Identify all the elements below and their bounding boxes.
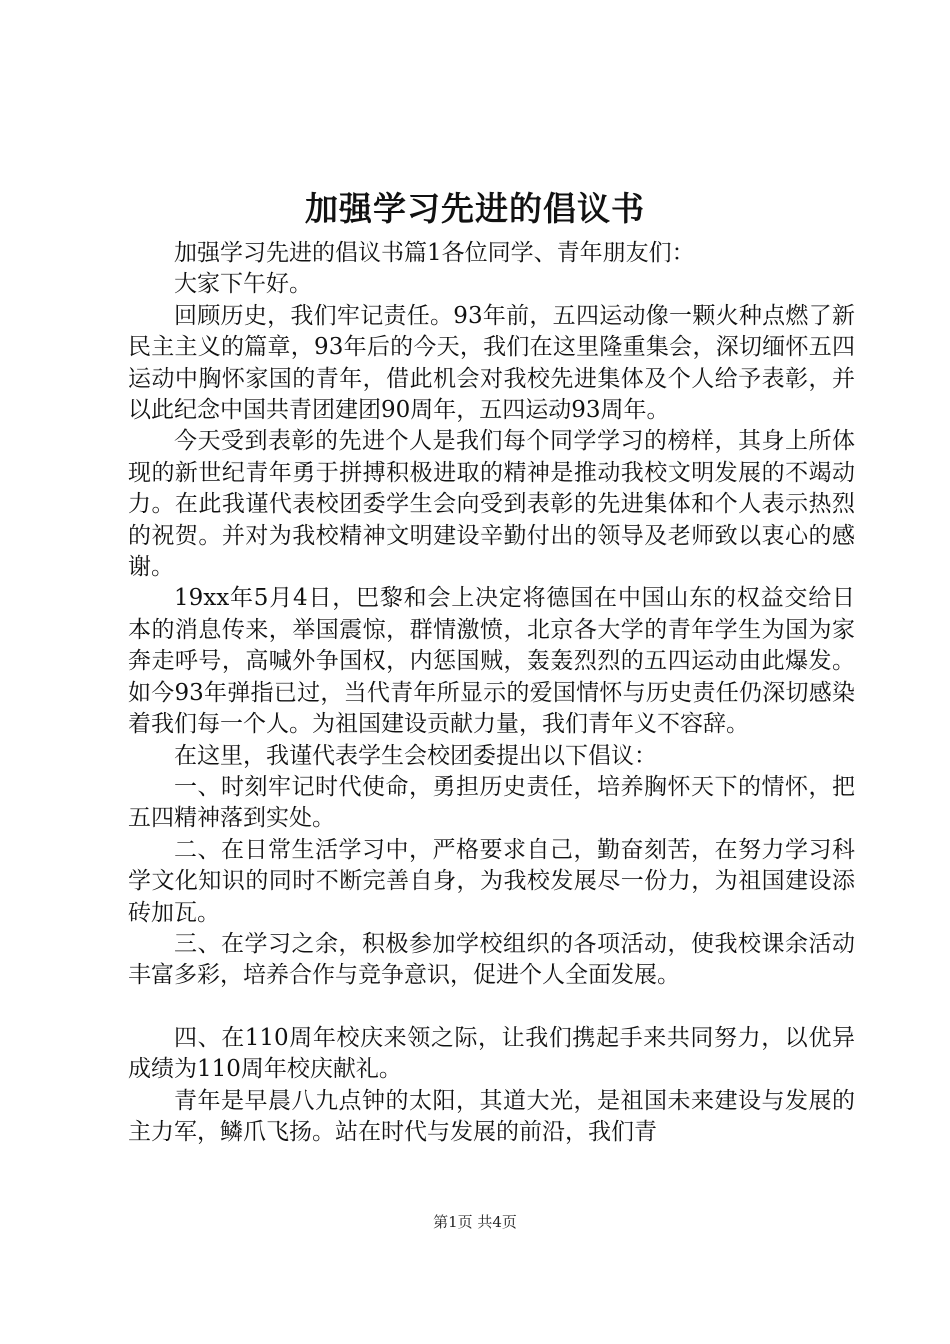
paragraph: 三、在学习之余，积极参加学校组织的各项活动，使我校课余活动丰富多彩，培养合作与竞争意识，促进个人全面发展。 xyxy=(128,930,855,989)
paragraph: 大家下午好。 xyxy=(174,271,312,298)
paragraph: 加强学习先进的倡议书篇1各位同学、青年朋友们： xyxy=(174,240,695,266)
paragraph: 回顾历史，我们牢记责任。93年前，五四运动像一颗火种点燃了新民主主义的篇章，93年后的今天，我们在这里隆重集会，深切缅怀五四运动中胸怀家国的青年，借此机会对我校先进集体及个人给予表彰，并以此纪念中国共青团建团90周年，五四运动93周年。 xyxy=(128,302,855,424)
paragraph: 四、在110周年校庆来领之际，让我们携起手来共同努力，以优异成绩为110周年校庆献礼。 xyxy=(128,1024,855,1083)
paragraph: 二、在日常生活学习中，严格要求自己，勤奋刻苦，在努力学习科学文化知识的同时不断完善自身，为我校发展尽一份力，为祖国建设添砖加瓦。 xyxy=(128,836,855,926)
document-title: 加强学习先进的倡议书 xyxy=(305,189,645,228)
page-number-footer: 第1页 共4页 xyxy=(433,1213,517,1231)
paragraph: 19xx年5月4日，巴黎和会上决定将德国在中国山东的权益交给日本的消息传来，举国震惊，群情激愤，北京各大学的青年学生为国为家奔走呼号，高喊外争国权，内惩国贼，轰轰烈烈的五四运动由此爆发。如今93年弹指已过，当代青年所显示的爱国情怀与历史责任仍深切感染着我们每一个人。为祖国建设贡献力量，我们青年义不容辞。 xyxy=(128,585,855,738)
paragraph: 青年是早晨八九点钟的太阳，其道大光，是祖国未来建设与发展的主力军，鳞爪飞扬。站在时代与发展的前沿，我们青 xyxy=(128,1087,855,1145)
document-body xyxy=(128,238,855,1148)
paragraph: 一、时刻牢记时代使命，勇担历史责任，培养胸怀天下的情怀，把五四精神落到实处。 xyxy=(128,773,855,832)
paragraph: 在这里，我谨代表学生会校团委提出以下倡议： xyxy=(174,742,657,769)
paragraph: 今天受到表彰的先进个人是我们每个同学学习的榜样，其身上所体现的新世纪青年勇于拼搏积极进取的精神是推动我校文明发展的不竭动力。在此我谨代表校团委学生会向受到表彰的先进集体和个人表示热烈的祝贺。并对为我校精神文明建设辛勤付出的领导及老师致以衷心的感谢。 xyxy=(128,428,855,581)
